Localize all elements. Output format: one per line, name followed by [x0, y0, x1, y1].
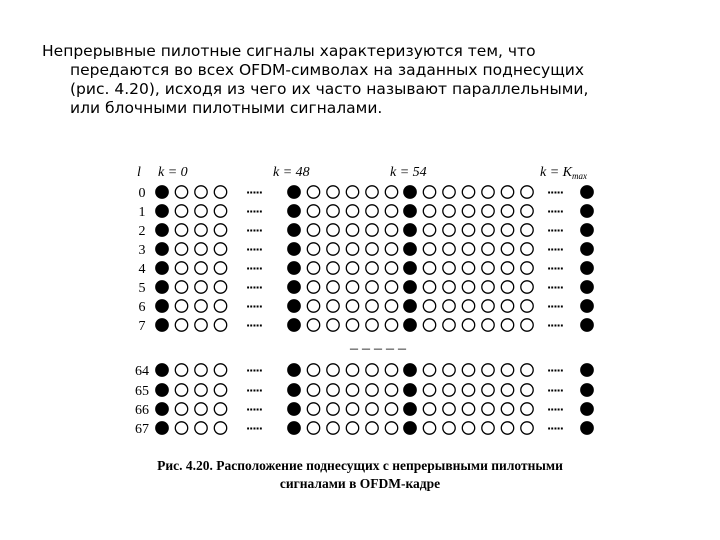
row-label: 64 [135, 364, 149, 379]
data-subcarrier [195, 243, 207, 255]
data-subcarrier [346, 281, 358, 293]
data-subcarrier [307, 281, 319, 293]
data-subcarrier [443, 384, 455, 396]
pilot-subcarrier [404, 224, 416, 236]
data-subcarrier [521, 262, 533, 274]
data-subcarrier [366, 224, 378, 236]
data-subcarrier [482, 384, 494, 396]
data-subcarrier [385, 243, 397, 255]
pilot-subcarrier [288, 243, 300, 255]
data-subcarrier [385, 205, 397, 217]
pilot-subcarrier [288, 403, 300, 415]
data-subcarrier [214, 422, 226, 434]
data-subcarrier [443, 224, 455, 236]
data-subcarrier [366, 205, 378, 217]
data-subcarrier [175, 422, 187, 434]
data-subcarrier [195, 300, 207, 312]
data-subcarrier [521, 403, 533, 415]
row-label: 2 [138, 224, 146, 239]
column-header-kmax-main: k = K [540, 165, 572, 180]
data-subcarrier [214, 262, 226, 274]
data-subcarrier [175, 224, 187, 236]
pilot-subcarrier [156, 281, 168, 293]
ellipsis-dots: ····· [547, 224, 563, 237]
data-subcarrier [521, 281, 533, 293]
ellipsis-dots: ····· [246, 319, 262, 332]
data-subcarrier [385, 319, 397, 331]
column-header-k48: k = 48 [273, 165, 310, 180]
data-subcarrier [521, 422, 533, 434]
data-subcarrier [443, 205, 455, 217]
data-subcarrier [307, 205, 319, 217]
data-subcarrier [482, 422, 494, 434]
data-subcarrier [501, 262, 513, 274]
data-subcarrier [482, 364, 494, 376]
data-subcarrier [214, 403, 226, 415]
pilot-subcarrier [156, 300, 168, 312]
pilot-subcarrier [581, 364, 593, 376]
data-subcarrier [462, 384, 474, 396]
data-subcarrier [482, 262, 494, 274]
data-subcarrier [423, 186, 435, 198]
row-label: 65 [135, 384, 149, 399]
pilot-subcarrier [156, 319, 168, 331]
pilot-subcarrier [156, 403, 168, 415]
data-subcarrier [521, 205, 533, 217]
ellipsis-dots: ····· [246, 186, 262, 199]
data-subcarrier [501, 422, 513, 434]
data-subcarrier [195, 281, 207, 293]
data-subcarrier [327, 384, 339, 396]
data-subcarrier [385, 186, 397, 198]
data-subcarrier [214, 224, 226, 236]
pilot-subcarrier [288, 262, 300, 274]
ellipsis-dots: ····· [547, 422, 563, 435]
pilot-subcarrier [404, 364, 416, 376]
data-subcarrier [521, 384, 533, 396]
data-subcarrier [501, 364, 513, 376]
pilot-subcarrier [404, 205, 416, 217]
data-subcarrier [175, 205, 187, 217]
row-label: 6 [138, 300, 146, 315]
pilot-subcarrier [288, 422, 300, 434]
ellipsis-dots: ····· [246, 205, 262, 218]
data-subcarrier [307, 186, 319, 198]
ellipsis-dots: ····· [547, 319, 563, 332]
data-subcarrier [214, 300, 226, 312]
data-subcarrier [443, 243, 455, 255]
data-subcarrier [366, 243, 378, 255]
data-subcarrier [462, 300, 474, 312]
data-subcarrier [385, 281, 397, 293]
data-subcarrier [521, 364, 533, 376]
data-subcarrier [366, 262, 378, 274]
data-subcarrier [462, 224, 474, 236]
ellipsis-dots: ····· [246, 281, 262, 294]
data-subcarrier [521, 243, 533, 255]
column-header-k54: k = 54 [390, 165, 427, 180]
data-subcarrier [423, 364, 435, 376]
data-subcarrier [327, 300, 339, 312]
ellipsis-dots: ····· [246, 224, 262, 237]
pilot-subcarrier [156, 186, 168, 198]
pilot-subcarrier [581, 205, 593, 217]
pilot-subcarrier [156, 262, 168, 274]
pilot-subcarrier [288, 224, 300, 236]
data-subcarrier [214, 384, 226, 396]
data-subcarrier [501, 281, 513, 293]
pilot-subcarrier [156, 364, 168, 376]
data-subcarrier [307, 262, 319, 274]
pilot-subcarrier [156, 422, 168, 434]
data-subcarrier [385, 224, 397, 236]
pilot-subcarrier [404, 403, 416, 415]
data-subcarrier [462, 364, 474, 376]
data-subcarrier [327, 262, 339, 274]
data-subcarrier [175, 300, 187, 312]
paragraph-line-2: передаются во всех OFDM-символах на заданных поднесущих [70, 61, 585, 79]
column-header-kmax [540, 165, 587, 181]
data-subcarrier [462, 422, 474, 434]
ellipsis-dots: ····· [547, 243, 563, 256]
row-label: 67 [135, 422, 149, 437]
data-subcarrier [482, 205, 494, 217]
ellipsis-dots: ····· [246, 300, 262, 313]
ellipsis-dots: ····· [547, 186, 563, 199]
data-subcarrier [443, 281, 455, 293]
data-subcarrier [501, 224, 513, 236]
data-subcarrier [214, 243, 226, 255]
data-subcarrier [195, 186, 207, 198]
data-subcarrier [327, 364, 339, 376]
data-subcarrier [501, 186, 513, 198]
data-subcarrier [385, 403, 397, 415]
data-subcarrier [462, 186, 474, 198]
data-subcarrier [327, 319, 339, 331]
row-label: 66 [135, 403, 149, 418]
data-subcarrier [195, 205, 207, 217]
data-subcarrier [327, 243, 339, 255]
data-subcarrier [501, 243, 513, 255]
ellipsis-dots: ····· [246, 262, 262, 275]
column-header-kmax-sub: max [572, 171, 587, 181]
pilot-subcarrier [581, 281, 593, 293]
pilot-subcarrier [581, 243, 593, 255]
pilot-subcarrier [581, 224, 593, 236]
data-subcarrier [385, 262, 397, 274]
ellipsis-dots: ····· [246, 403, 262, 416]
data-subcarrier [482, 403, 494, 415]
data-subcarrier [385, 364, 397, 376]
data-subcarrier [175, 186, 187, 198]
ellipsis-dots: ····· [547, 403, 563, 416]
data-subcarrier [482, 224, 494, 236]
data-subcarrier [462, 281, 474, 293]
pilot-subcarrier [404, 243, 416, 255]
data-subcarrier [327, 224, 339, 236]
data-subcarrier [482, 243, 494, 255]
data-subcarrier [366, 384, 378, 396]
data-subcarrier [423, 224, 435, 236]
data-subcarrier [327, 403, 339, 415]
data-subcarrier [195, 319, 207, 331]
data-subcarrier [307, 364, 319, 376]
row-label: 0 [138, 186, 146, 201]
pilot-subcarrier [156, 384, 168, 396]
data-subcarrier [214, 186, 226, 198]
data-subcarrier [482, 281, 494, 293]
ellipsis-dots: ····· [547, 300, 563, 313]
ellipsis-dots: ····· [547, 205, 563, 218]
data-subcarrier [423, 300, 435, 312]
data-subcarrier [385, 300, 397, 312]
ellipsis-dots: ····· [246, 243, 262, 256]
data-subcarrier [195, 422, 207, 434]
data-subcarrier [195, 262, 207, 274]
data-subcarrier [175, 281, 187, 293]
data-subcarrier [443, 319, 455, 331]
data-subcarrier [175, 243, 187, 255]
ellipsis-dots: ····· [246, 384, 262, 397]
caption-line-1: Рис. 4.20. Расположение поднесущих с непрерывными пилотными [157, 458, 563, 473]
data-subcarrier [307, 243, 319, 255]
ellipsis-dots: ····· [547, 281, 563, 294]
pilot-subcarrier [581, 262, 593, 274]
pilot-subcarrier [156, 205, 168, 217]
pilot-subcarrier [288, 205, 300, 217]
data-subcarrier [346, 262, 358, 274]
data-subcarrier [443, 262, 455, 274]
data-subcarrier [521, 186, 533, 198]
data-subcarrier [443, 403, 455, 415]
data-subcarrier [366, 403, 378, 415]
pilot-subcarrier [404, 422, 416, 434]
data-subcarrier [501, 300, 513, 312]
axis-label-l: l [137, 165, 141, 180]
data-subcarrier [307, 403, 319, 415]
data-subcarrier [175, 403, 187, 415]
pilot-subcarrier [581, 403, 593, 415]
pilot-subcarrier [581, 422, 593, 434]
data-subcarrier [327, 205, 339, 217]
pilot-subcarrier [581, 300, 593, 312]
data-subcarrier [462, 205, 474, 217]
data-subcarrier [423, 262, 435, 274]
data-subcarrier [327, 281, 339, 293]
data-subcarrier [307, 224, 319, 236]
data-subcarrier [366, 319, 378, 331]
row-label: 4 [138, 262, 146, 277]
data-subcarrier [175, 364, 187, 376]
data-subcarrier [385, 384, 397, 396]
data-subcarrier [423, 384, 435, 396]
data-subcarrier [307, 300, 319, 312]
data-subcarrier [366, 300, 378, 312]
data-subcarrier [214, 205, 226, 217]
pilot-subcarrier [581, 319, 593, 331]
data-subcarrier [521, 300, 533, 312]
data-subcarrier [346, 422, 358, 434]
data-subcarrier [175, 262, 187, 274]
caption-line-2: сигналами в OFDM-кадре [279, 476, 441, 491]
data-subcarrier [214, 281, 226, 293]
row-label: 1 [138, 205, 146, 220]
data-subcarrier [501, 403, 513, 415]
pilot-subcarrier [288, 186, 300, 198]
data-subcarrier [346, 384, 358, 396]
pilot-subcarrier [404, 186, 416, 198]
data-subcarrier [307, 422, 319, 434]
pilot-subcarrier [404, 319, 416, 331]
data-subcarrier [423, 422, 435, 434]
data-subcarrier [521, 319, 533, 331]
data-subcarrier [346, 224, 358, 236]
data-subcarrier [366, 186, 378, 198]
data-subcarrier [346, 205, 358, 217]
data-subcarrier [214, 319, 226, 331]
data-subcarrier [346, 186, 358, 198]
data-subcarrier [443, 186, 455, 198]
data-subcarrier [346, 300, 358, 312]
data-subcarrier [501, 319, 513, 331]
data-subcarrier [366, 364, 378, 376]
row-label: 5 [138, 281, 146, 296]
data-subcarrier [423, 205, 435, 217]
figure-caption [120, 457, 600, 493]
pilot-subcarrier [288, 319, 300, 331]
data-subcarrier [443, 364, 455, 376]
data-subcarrier [346, 243, 358, 255]
data-subcarrier [195, 384, 207, 396]
data-subcarrier [366, 422, 378, 434]
ellipsis-dots: ····· [547, 384, 563, 397]
data-subcarrier [443, 300, 455, 312]
data-subcarrier [462, 403, 474, 415]
data-subcarrier [385, 422, 397, 434]
pilot-subcarrier [404, 262, 416, 274]
data-subcarrier [175, 319, 187, 331]
pilot-subcarrier [288, 300, 300, 312]
data-subcarrier [443, 422, 455, 434]
row-label: 3 [138, 243, 146, 258]
data-subcarrier [462, 262, 474, 274]
data-subcarrier [423, 281, 435, 293]
data-subcarrier [482, 319, 494, 331]
data-subcarrier [307, 319, 319, 331]
pilot-subcarrier [156, 224, 168, 236]
paragraph-line-4: или блочными пилотными сигналами. [70, 99, 383, 117]
ellipsis-dots: ····· [246, 364, 262, 377]
paragraph-line-1: Непрерывные пилотные сигналы характеризуются тем, что [42, 42, 536, 60]
row-label: 7 [138, 319, 146, 334]
data-subcarrier [366, 281, 378, 293]
data-subcarrier [195, 364, 207, 376]
data-subcarrier [423, 243, 435, 255]
pilot-subcarrier [581, 384, 593, 396]
data-subcarrier [521, 224, 533, 236]
data-subcarrier [346, 319, 358, 331]
pilot-subcarrier [288, 281, 300, 293]
data-subcarrier [423, 403, 435, 415]
data-subcarrier [501, 205, 513, 217]
column-header-k0: k = 0 [158, 165, 188, 180]
data-subcarrier [175, 384, 187, 396]
data-subcarrier [214, 364, 226, 376]
pilot-subcarrier [404, 384, 416, 396]
ellipsis-dots: ····· [547, 364, 563, 377]
data-subcarrier [327, 422, 339, 434]
data-subcarrier [307, 384, 319, 396]
pilot-subcarrier [288, 384, 300, 396]
data-subcarrier [423, 319, 435, 331]
data-subcarrier [195, 403, 207, 415]
data-subcarrier [327, 186, 339, 198]
gap-marker: – – – – – [350, 340, 406, 357]
data-subcarrier [195, 224, 207, 236]
paragraph-line-3: (рис. 4.20), исходя из чего их часто называют параллельными, [70, 80, 589, 98]
pilot-subcarrier [288, 364, 300, 376]
data-subcarrier [501, 384, 513, 396]
data-subcarrier [346, 364, 358, 376]
pilot-subcarrier [156, 243, 168, 255]
data-subcarrier [462, 319, 474, 331]
pilot-subcarrier [581, 186, 593, 198]
data-subcarrier [462, 243, 474, 255]
pilot-subcarrier [404, 300, 416, 312]
data-subcarrier [346, 403, 358, 415]
data-subcarrier [482, 186, 494, 198]
ellipsis-dots: ····· [246, 422, 262, 435]
data-subcarrier [482, 300, 494, 312]
ellipsis-dots: ····· [547, 262, 563, 275]
pilot-subcarrier [404, 281, 416, 293]
